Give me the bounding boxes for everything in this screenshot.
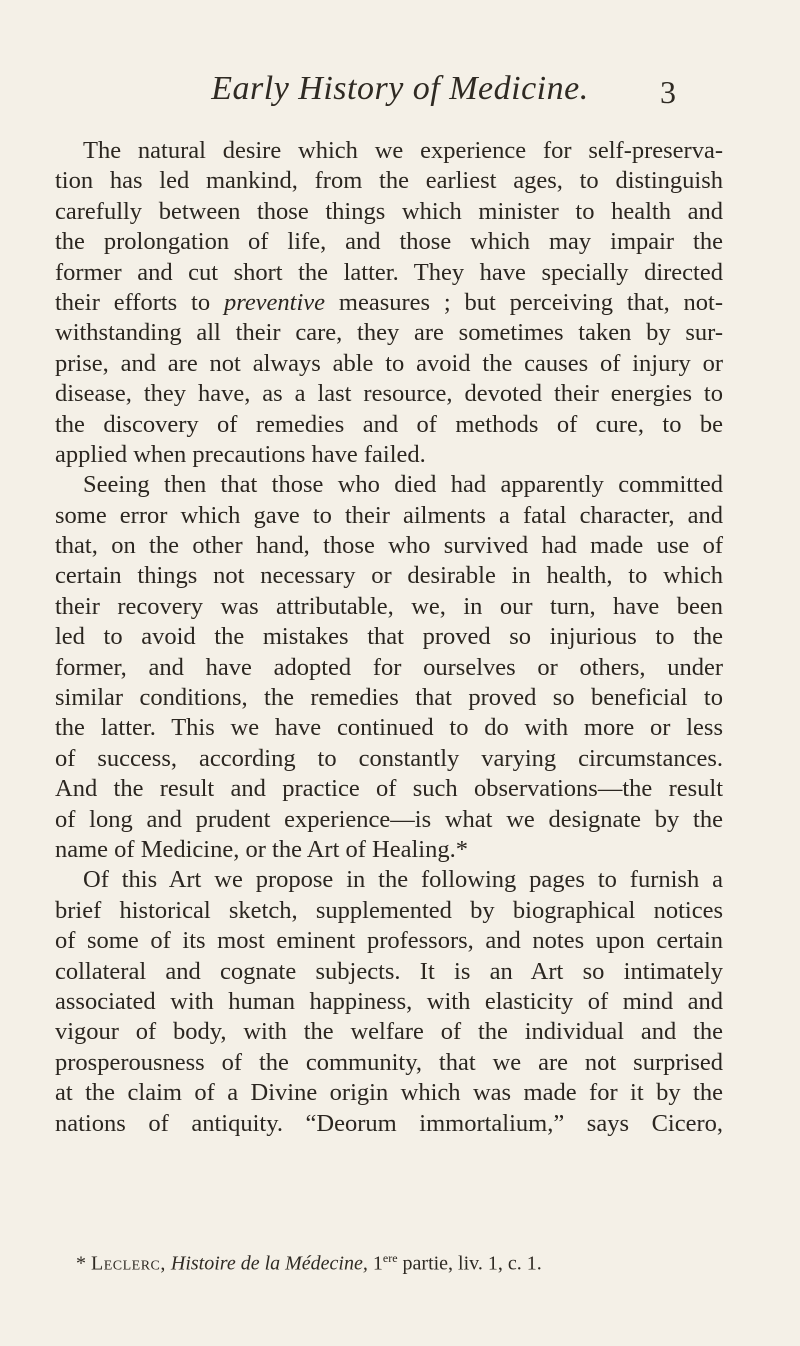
italic-text: preventive xyxy=(223,288,326,316)
footnote-author: Leclerc, xyxy=(91,1252,166,1275)
text-line: brief historical sketch, supplemented by biographical notices xyxy=(55,896,723,924)
page-number: 3 xyxy=(660,74,676,110)
text-line: certain things not necessary or desirable in health, to which xyxy=(55,562,723,590)
text-line: collateral and cognate subjects. It is an Art so intimately xyxy=(55,957,723,985)
page-header xyxy=(0,70,800,120)
text-line: of long and prudent experience—is what we designate by the xyxy=(55,805,723,833)
text-line: nations of antiquity. “Deorum immortalium,” says Cicero, xyxy=(55,1109,723,1137)
text-line: that, on the other hand, those who survived had made use of xyxy=(55,532,723,560)
running-title: Early History of Medicine. xyxy=(211,70,589,107)
text-line: vigour of body, with the welfare of the individual and the xyxy=(55,1018,723,1046)
text-line: Seeing then that those who died had apparently committed xyxy=(83,471,723,499)
text-line: prise, and are not always able to avoid the causes of injury or xyxy=(55,349,723,377)
footnote-edition: 1 xyxy=(372,1252,383,1275)
text-line: of success, according to constantly varying circumstances. xyxy=(55,744,723,772)
text-line: The natural desire which we experience for self-preserva- xyxy=(83,137,723,164)
text-line: tion has led mankind, from the earliest ages, to distinguish xyxy=(55,167,723,195)
text-line: prosperousness of the community, that we are not surprised xyxy=(55,1048,723,1076)
text-line: the latter. This we have continued to do with more or less xyxy=(55,714,723,742)
text-line: withstanding all their care, they are sometimes taken by sur- xyxy=(55,319,723,347)
text-line: Of this Art we propose in the following pages to furnish a xyxy=(83,866,723,894)
text-line: carefully between those things which minister to health and xyxy=(55,197,723,225)
text-line: disease, they have, as a last resource, devoted their energies to xyxy=(55,380,723,408)
text-line: their recovery was attributable, we, in our turn, have been xyxy=(55,592,723,620)
body-text xyxy=(55,136,723,1139)
footnote-marker: * xyxy=(76,1252,86,1275)
footnote-edition-sup: ere xyxy=(382,1251,398,1265)
text-line: former and cut short the latter. They have specially directed xyxy=(55,258,723,286)
footnote-title: Histoire de la Médecine, xyxy=(170,1252,368,1275)
footnote-rest: partie, liv. 1, c. 1. xyxy=(402,1252,542,1275)
text-line: the discovery of remedies and of methods of cure, to be xyxy=(55,410,723,438)
text-line: the prolongation of life, and those which may impair the xyxy=(55,228,723,256)
text-line: And the result and practice of such observations—the result xyxy=(55,775,723,803)
text-line: their efforts to preventive measures ; but perceiving that, not- xyxy=(55,288,724,316)
text-line: associated with human happiness, with elasticity of mind and xyxy=(55,987,723,1015)
text-line: applied when precautions have failed. xyxy=(55,440,426,468)
text-line: similar conditions, the remedies that proved so beneficial to xyxy=(55,684,723,712)
text-line: name of Medicine, or the Art of Healing.* xyxy=(55,835,468,863)
text-line: led to avoid the mistakes that proved so injurious to the xyxy=(55,623,723,651)
footnote xyxy=(76,1251,736,1276)
text-line: at the claim of a Divine origin which was made for it by the xyxy=(55,1079,723,1107)
text-line: of some of its most eminent professors, and notes upon certain xyxy=(55,927,723,955)
text-line: some error which gave to their ailments a fatal character, and xyxy=(55,501,723,529)
text-line: former, and have adopted for ourselves or others, under xyxy=(55,653,723,681)
